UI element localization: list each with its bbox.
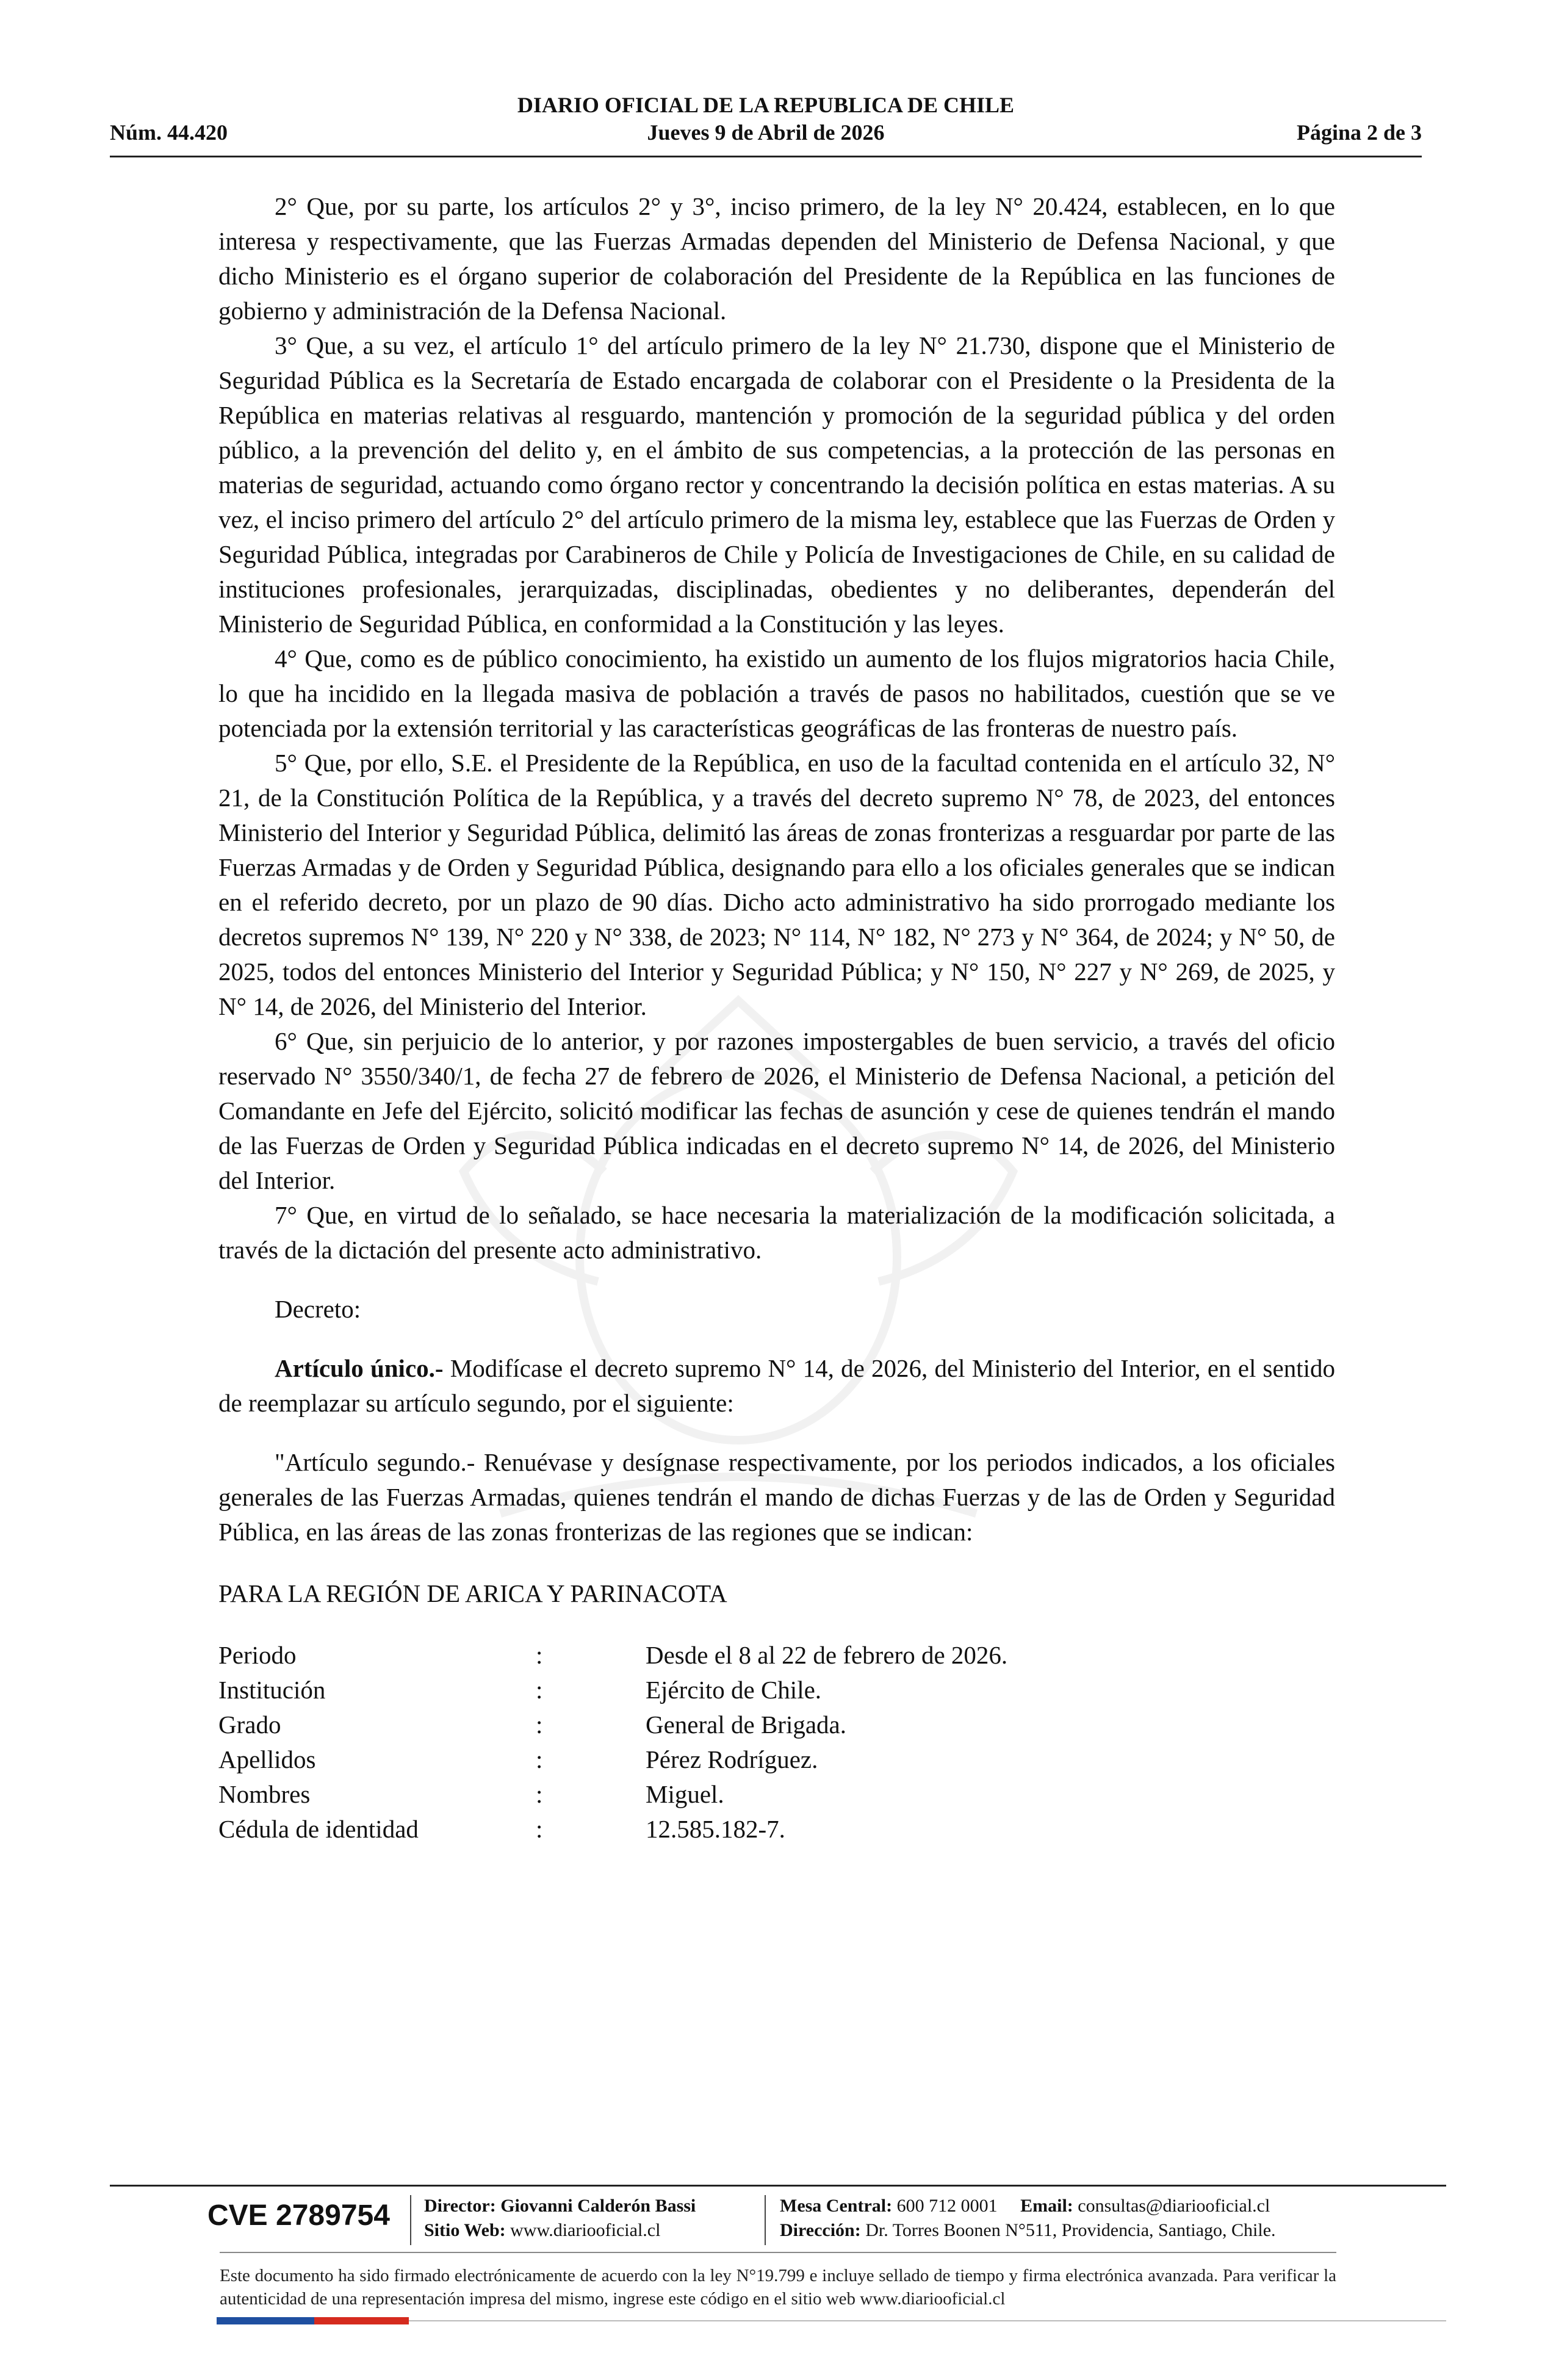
mesa-central-label: Mesa Central: [780,2196,893,2216]
officer-data-table [218,1638,1007,1847]
considerando-3: 3° Que, a su vez, el artículo 1° del artículo primero de la ley N° 21.730, dispone que el Ministerio de Seguridad Pública es la Secretaría de Estado encargada de colaborar con el Presidente o la Presidenta de la República en materias relativas al resguardo, mantención y promoción de la seguridad pública y del orden público, a la prevención del delito y, en el ámbito de sus competencias, a la protección de las personas en materias de seguridad, actuando como órgano rector y concentrando la decisión política en estas materias. A su vez, el inciso primero del artículo 2° del artículo primero de la misma ley, establece que las Fuerzas de Orden y Seguridad Pública, integradas por Carabineros de Chile y Policía de Investigaciones de Chile, en su calidad de instituciones profesionales, jerarquizadas, disciplinadas, obedientes y no deliberantes, dependerán del Ministerio de Seguridad Pública, en conformidad a la Constitución y las leyes. [218,331,1335,638]
footer-divider [110,2185,1446,2187]
data-row [218,1638,1007,1673]
flag-stripe-blue [217,2317,314,2324]
articulo-unico-text: Modifícase el decreto supremo N° 14, de 2026, del Ministerio del Interior, en el sentido de reemplazar su artículo segundo, por el siguiente: [218,1354,1335,1417]
header-divider [110,156,1422,157]
legal-notice: Este documento ha sido firmado electrónicamente de acuerdo con la ley N°19.799 e incluye sellado de tiempo y firma electrónica avanzada. Para verificar la autenticidad de una representación impresa del mismo, ingrese este código en el sitio web www.diariooficial.cl [220,2266,1336,2309]
footer-contact-block [780,2194,1276,2243]
decreto-heading: Decreto: [275,1295,361,1323]
footer-divider-thin [220,2252,1336,2253]
footer-separator [410,2195,411,2245]
data-value: General de Brigada. [646,1711,846,1739]
considerando-4: 4° Que, como es de público conocimiento, ha existido un aumento de los flujos migratorios hacia Chile, lo que ha incidido en la llegada masiva de población a través de pasos no habilitados, cuestión que se ve potenciada por la extensión territorial y las características geográficas de las fronteras de nuestro país. [218,644,1335,742]
data-row [218,1707,1007,1742]
data-colon: : [536,1745,543,1773]
flag-stripe-red [314,2317,409,2324]
data-row [218,1777,1007,1812]
data-value: Miguel. [646,1780,724,1808]
data-label: Grado [218,1711,281,1739]
data-row [218,1812,1007,1847]
issue-date: Jueves 9 de Abril de 2026 [647,120,885,145]
bottom-divider [409,2320,1446,2321]
data-value: 12.585.182-7. [646,1815,785,1843]
address-value: Dr. Torres Boonen N°511, Providencia, Santiago, Chile. [860,2220,1276,2240]
region-heading: PARA LA REGIÓN DE ARICA Y PARINACOTA [218,1579,727,1607]
articulo-unico-label: Artículo único.- [275,1354,444,1382]
data-row [218,1673,1007,1707]
data-label: Cédula de identidad [218,1815,419,1843]
considerando-5: 5° Que, por ello, S.E. el Presidente de la República, en uso de la facultad contenida en el artículo 32, N° 21, de la Constitución Política de la República, y a través del decreto supremo N° 78, de 2023, del entonces Ministerio del Interior y Seguridad Pública, delimitó las áreas de zonas fronterizas a resguardar por parte de las Fuerzas Armadas y de Orden y Seguridad Pública, designando para ello a los oficiales generales que se indican en el referido decreto, por un plazo de 90 días. Dicho acto administrativo ha sido prorrogado mediante los decretos supremos N° 139, N° 220 y N° 338, de 2023; N° 114, N° 182, N° 273 y N° 364, de 2024; y N° 50, de 2025, todos del entonces Ministerio del Interior y Seguridad Pública; y N° 150, N° 227 y N° 269, de 2025, y N° 14, de 2026, del Ministerio del Interior. [218,749,1335,1020]
data-colon: : [536,1641,543,1669]
mesa-central-phone: 600 712 0001 [892,2196,998,2216]
data-colon: : [536,1780,543,1808]
data-colon: : [536,1815,543,1843]
website-link[interactable]: www.diariooficial.cl [505,2220,661,2240]
cve-code: CVE 2789754 [207,2199,390,2232]
document-body [218,189,1335,1847]
email-label: Email: [1020,2196,1073,2216]
page-header [110,92,1422,150]
considerando-6: 6° Que, sin perjuicio de lo anterior, y por razones impostergables de buen servicio, a través del oficio reservado N° 3550/340/1, de fecha 27 de febrero de 2026, el Ministerio de Defensa Nacional, a petición del Comandante en Jefe del Ejército, solicitó modificar las fechas de asunción y cese de quienes tendrán el mando de las Fuerzas de Orden y Seguridad Pública indicadas en el decreto supremo N° 14, de 2026, del Ministerio del Interior. [218,1027,1335,1194]
articulo-segundo: "Artículo segundo.- Renuévase y desígnase respectivamente, por los periodos indicados, a los oficiales generales de las Fuerzas Armadas, quienes tendrán el mando de dichas Fuerzas y de las de Orden y Seguridad Pública, en las áreas de las zonas fronterizas de las regiones que se indican: [218,1448,1335,1546]
considerando-2: 2° Que, por su parte, los artículos 2° y 3°, inciso primero, de la ley N° 20.424, establecen, en lo que interesa y respectivamente, que las Fuerzas Armadas dependen del Ministerio de Defensa Nacional, y que dicho Ministerio es el órgano superior de colaboración del Presidente de la República en las funciones de gobierno y administración de la Defensa Nacional. [218,192,1335,325]
data-colon: : [536,1711,543,1739]
data-label: Nombres [218,1780,311,1808]
newspaper-title: DIARIO OFICIAL DE LA REPUBLICA DE CHILE [517,93,1015,117]
data-label: Apellidos [218,1745,316,1773]
footer-director-block [424,2194,696,2243]
email-link[interactable]: consultas@diariooficial.cl [1073,2196,1270,2216]
director-name: Giovanni Calderón Bassi [495,2196,696,2216]
articulo-unico [218,1351,1335,1421]
footer-separator [765,2195,766,2245]
page-indicator: Página 2 de 3 [1296,120,1422,145]
data-label: Institución [218,1676,326,1704]
data-value: Pérez Rodríguez. [646,1745,818,1773]
data-row [218,1742,1007,1777]
page-footer [110,2188,1446,2258]
director-label: Director: [424,2196,496,2216]
data-colon: : [536,1676,543,1704]
data-label: Periodo [218,1641,297,1669]
considerando-7: 7° Que, en virtud de lo señalado, se hace necesaria la materialización de la modificación solicitada, a través de la dictación del presente acto administrativo. [218,1201,1335,1264]
data-value: Ejército de Chile. [646,1676,822,1704]
issue-number: Núm. 44.420 [110,120,228,145]
data-value: Desde el 8 al 22 de febrero de 2026. [646,1641,1008,1669]
address-label: Dirección: [780,2220,861,2240]
website-label: Sitio Web: [424,2220,506,2240]
